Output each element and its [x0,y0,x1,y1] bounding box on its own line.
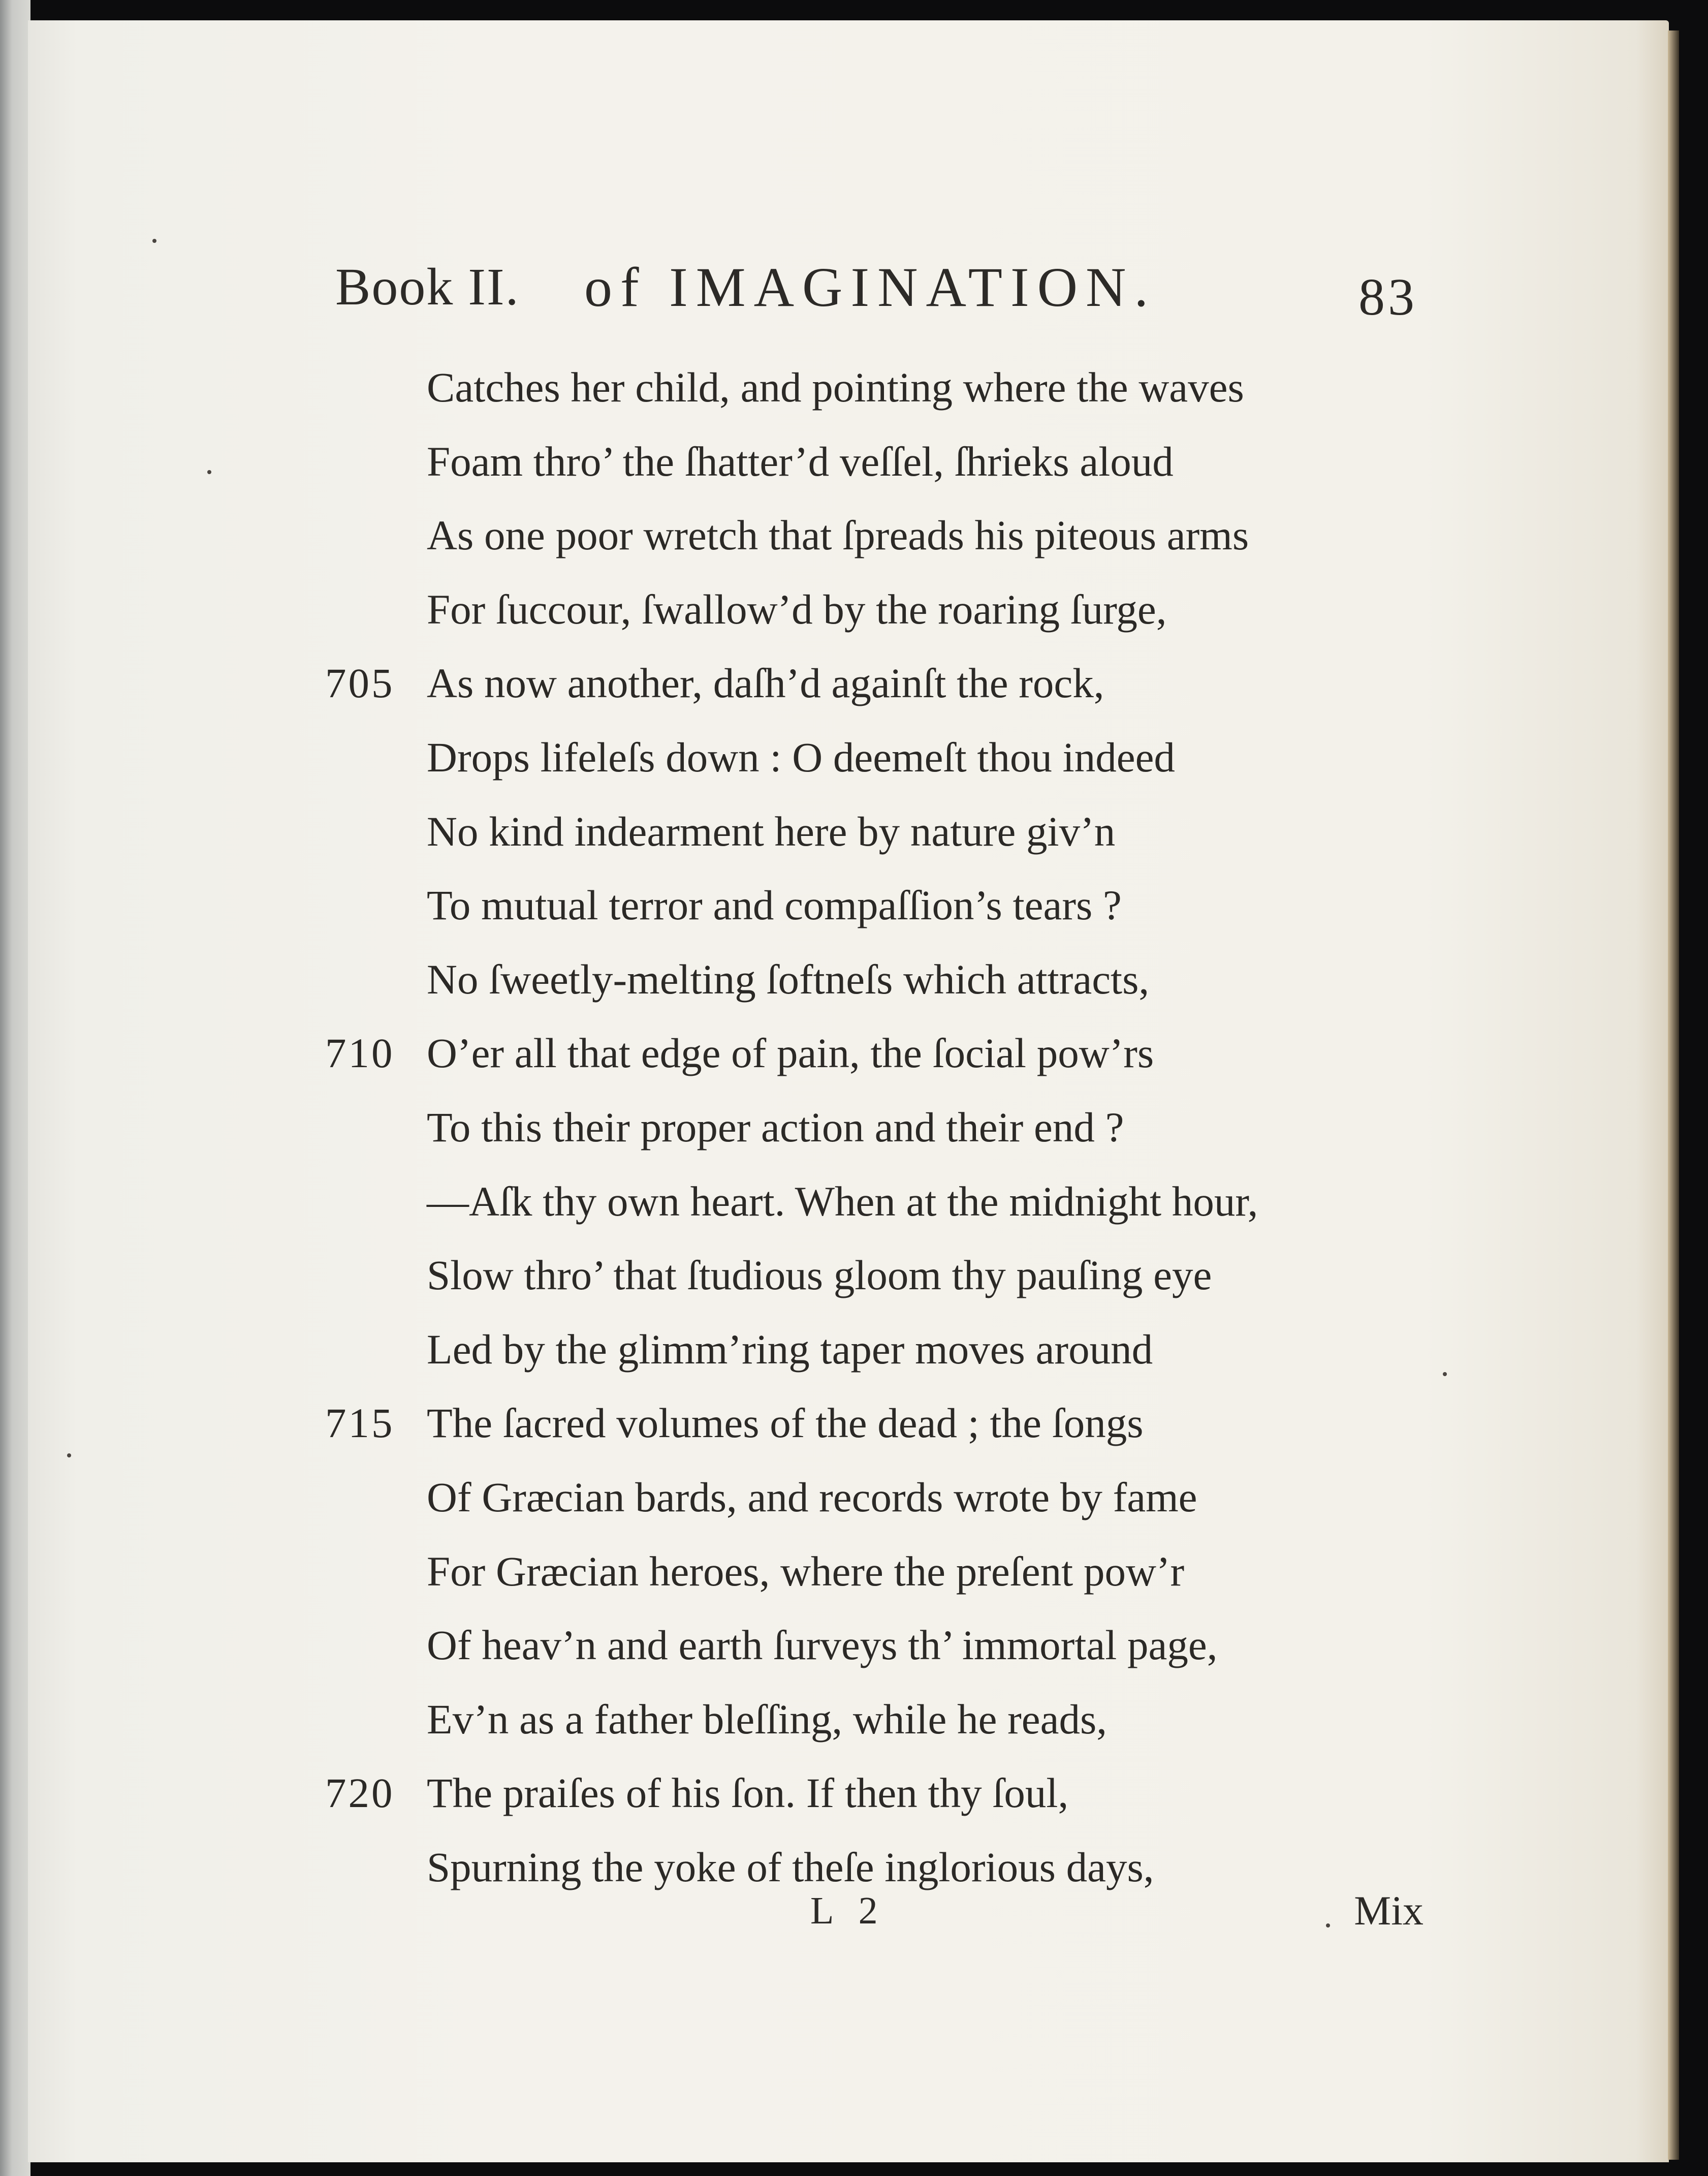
ink-speck [207,470,211,474]
running-title: of IMAGINATION. [584,256,1156,318]
verse-text: Drops lifeleſs down : O deemeſt thou indeed [427,733,1175,781]
verse-line [325,1091,1433,1165]
verse-line [325,499,1433,573]
verse-line [325,868,1433,943]
verse-text: Of heav’n and earth ſurveys th’ immortal page, [427,1622,1218,1669]
verse-line [325,721,1433,795]
verse-text: Ev’n as a father bleſſing, while he reads, [427,1695,1108,1743]
verse-text: Foam thro’ the ſhatter’d veſſel, ſhrieks aloud [427,438,1174,485]
verse-line [325,1238,1433,1313]
verse-text: O’er all that edge of pain, the ſocial pow’rs [427,1030,1154,1077]
verse-line [325,1016,1433,1091]
verse-text: As now another, daſh’d againſt the rock, [427,660,1104,707]
verse-line [325,1386,1433,1460]
verse-line [325,1756,1433,1830]
catchword: Mix [1354,1887,1424,1934]
verse-text: The ſacred volumes of the dead ; the ſongs [427,1400,1144,1447]
verse-text: No ſweetly-melting ſoftneſs which attracts, [427,955,1150,1003]
book-label: Book II. [335,258,520,316]
verse-text: As one poor wretch that ſpreads his piteous arms [427,512,1249,559]
verse-text: Slow thro’ that ſtudious gloom thy pauſing eye [427,1252,1212,1299]
line-number: 715 [325,1400,395,1447]
verse-text: For ſuccour, ſwallow’d by the roaring ſurge, [427,585,1167,633]
verse-line [325,943,1433,1017]
verse-line [325,795,1433,869]
ink-speck [1443,1372,1447,1376]
verse-line [325,573,1433,647]
verse-text: Of Græcian bards, and records wrote by fame [427,1473,1197,1520]
line-number: 720 [325,1769,395,1817]
ink-speck [1326,1923,1330,1928]
verse-line [325,1460,1433,1535]
verse-text: The praiſes of his ſon. If then thy ſoul, [427,1769,1069,1817]
page-edge-shadow [1668,30,1679,2160]
verse-text: To mutual terror and compaſſion’s tears ? [427,882,1122,929]
verse-line [325,1313,1433,1387]
running-header [335,249,1417,335]
verse-line [325,1165,1433,1239]
line-number: 710 [325,1030,395,1077]
verse-text: No kind indearment here by nature giv’n [427,807,1116,855]
verse-list [325,351,1433,1904]
verse-line [325,1683,1433,1757]
verse-line [325,1608,1433,1683]
verse-text: For Græcian heroes, where the preſent pow’r [427,1547,1185,1595]
line-number: 705 [325,660,395,707]
page-number: 83 [1358,268,1417,326]
verse-text: Spurning the yoke of theſe inglorious days, [427,1843,1154,1890]
verse-line [325,425,1433,499]
verse-line [325,351,1433,425]
verse-text: Catches her child, and pointing where the waves [427,364,1244,411]
ink-speck [152,239,156,243]
verse-line [325,646,1433,721]
verse-text: To this their proper action and their end ? [427,1103,1124,1151]
ink-speck [67,1453,71,1457]
verse-text: Led by the glimm’ring taper moves around [427,1325,1153,1373]
facing-page-edge [0,0,30,2176]
signature-mark: L 2 [810,1889,886,1932]
verse-line [325,1535,1433,1609]
verse-text: —Aſk thy own heart. When at the midnight hour, [427,1177,1258,1225]
